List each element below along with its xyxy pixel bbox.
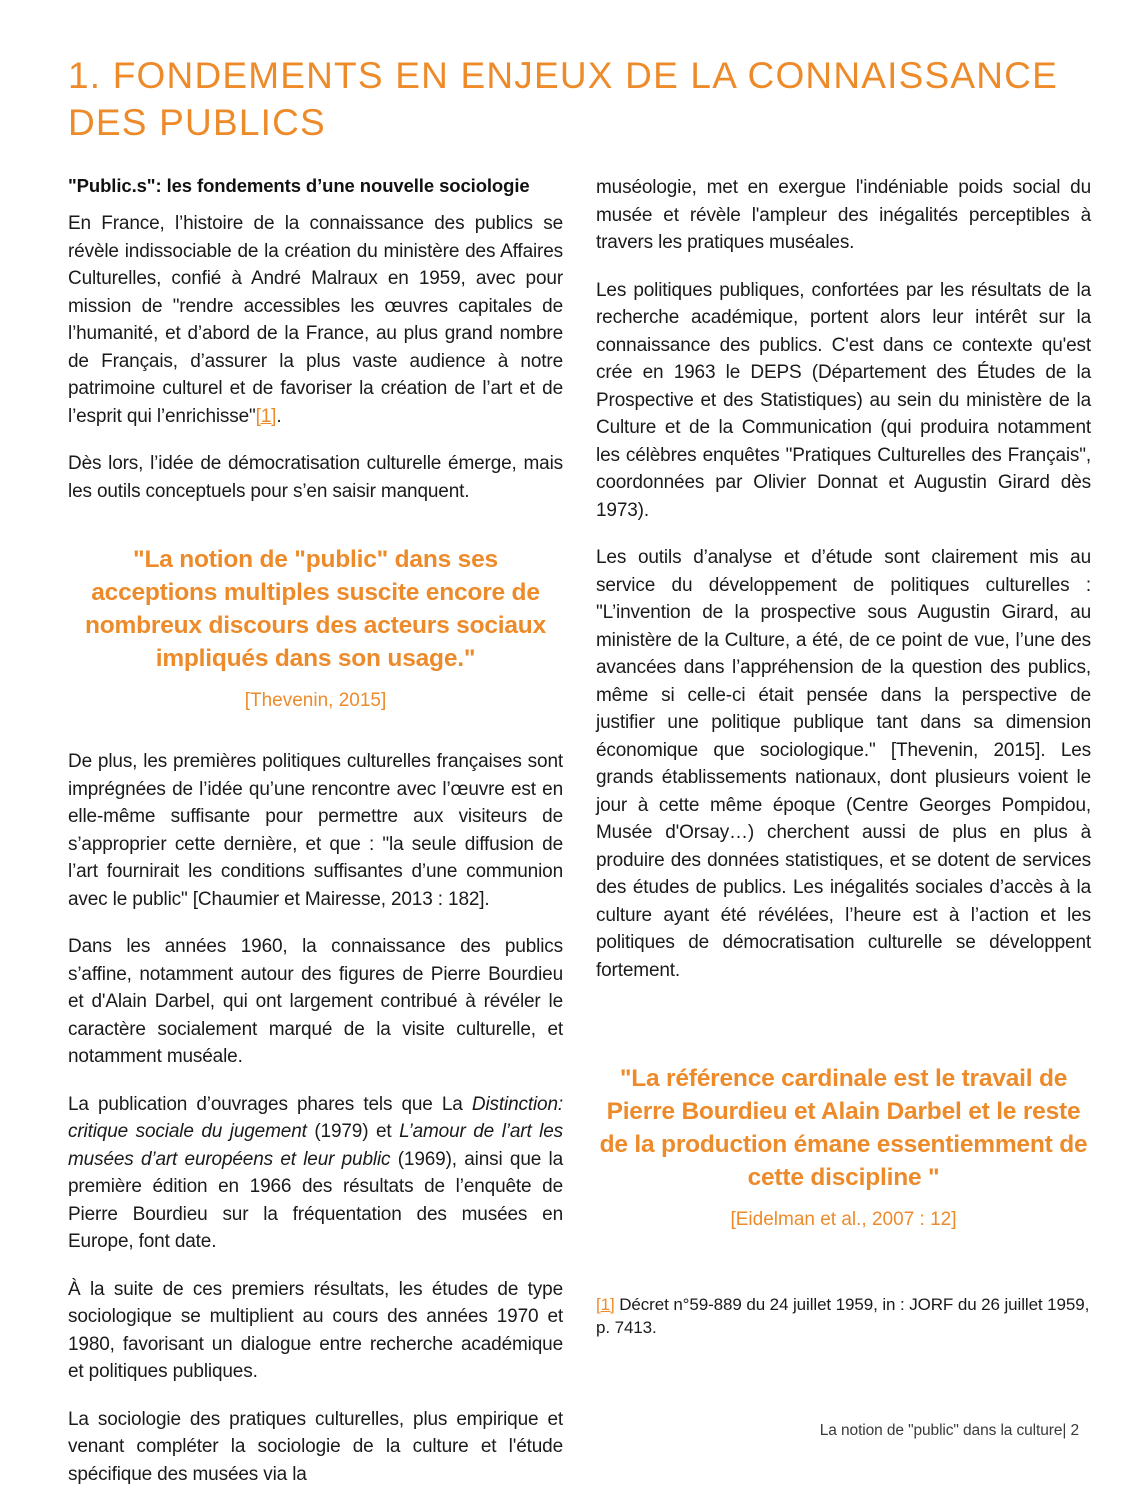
pullquote-source: [Thevenin, 2015] [72,688,559,714]
paragraph-right-3: Les outils d’analyse et d’étude sont clairement mis au service du développement de politiques culturelles : "L’invention de la prospective sous Augustin Girard, au ministère de la Culture, a été, de ce point de vue, l’une des avancées dans l’appréhension de la question des publics, même si celle-ci était pensée dans la perspective de justifier une politique publique tant dans sa dimension économique que sociologique." [Thevenin, 2015]. Les grands établissements nationaux, dont plusieurs voient le jour à cette même époque (Centre Georges Pompidou, Musée d'Orsay…) cherchent aussi de plus en plus à produire des données statistiques, et se dotent de services des études de publics. Les inégalités sociales d’accès à la culture ayant été révélées, l’heure est à l’action et les politiques de démocratisation culturelle se développent fortement. [596,544,1091,984]
section-subheading: "Public.s": les fondements d’une nouvelle sociologie [68,174,563,198]
footnote-reference-link[interactable]: [1] [256,406,277,427]
book-title-la-distinction: Distinction: critique sociale du jugement [68,1094,563,1143]
paragraph-left-5-part1: La publication d’ouvrages phares tels que La [68,1094,472,1115]
paragraph-left-1-tail: . [276,406,281,427]
footnote [596,1293,1091,1339]
paragraph-left-5-part2: (1979) et [307,1121,399,1142]
paragraph-left-4: Dans les années 1960, la connaissance des publics s’affine, notamment autour des figures de Pierre Bourdieu et d'Alain Darbel, qui ont largement contribué à révéler le caractère socialement marqué de la visite culturelle, et notamment muséale. [68,933,563,1071]
pullquote-eidelman [596,1062,1091,1233]
paragraph-left-5-part3: (1969), ainsi que la première édition en 1966 des résultats de l’enquête de Pierre Bourdieu sur la fréquentation des musées en Europe, font date. [68,1149,563,1253]
right-column [596,174,1091,1339]
paragraph-left-1-text: En France, l’histoire de la connaissance des publics se révèle indissociable de la création du ministère des Affaires Culturelles, confié à André Malraux en 1959, avec pour mission de "rendre accessibles les œuvres capitales de l’humanité, et d’abord de la France, au plus grand nombre de Français, d’assurer la plus vaste audience à notre patrimoine culturel et de favoriser la création de l’art et de l’esprit qui l’enrichisse" [68,213,563,427]
paragraph-left-1 [68,210,563,430]
paragraph-left-6: À la suite de ces premiers résultats, les études de type sociologique se multiplient au cours des années 1970 et 1980, favorisant un dialogue entre recherche académique et politiques publiques. [68,1276,563,1386]
left-column [68,174,563,1488]
pullquote-text: "La référence cardinale est le travail de Pierre Bourdieu et Alain Darbel et le reste de la production émane essentiemment de cette discipline " [598,1062,1089,1194]
paragraph-left-5 [68,1091,563,1256]
pullquote-source: [Eidelman et al., 2007 : 12] [598,1207,1089,1233]
paragraph-right-1: muséologie, met en exergue l'indéniable poids social du musée et révèle l'ampleur des inégalités perceptibles à travers les pratiques muséales. [596,174,1091,257]
pullquote-thevenin [68,543,563,714]
footnote-marker[interactable]: [1] [596,1295,615,1314]
paragraph-left-3: De plus, les premières politiques culturelles françaises sont imprégnées de l’idée qu’une rencontre avec l’œuvre est en elle-même suffisante pour permettre aux visiteurs de s’approprier cette dernière, et que : "la seule diffusion de l’art fournirait les conditions suffisantes d’une communion avec le public" [Chaumier et Mairesse, 2013 : 182]. [68,748,563,913]
two-column-body [68,174,1079,1488]
footnote-text: Décret n°59-889 du 24 juillet 1959, in : JORF du 26 juillet 1959, p. 7413. [596,1295,1089,1337]
paragraph-right-2: Les politiques publiques, confortées par les résultats de la recherche académique, portent alors leur intérêt sur la connaissance des publics. C'est dans ce contexte qu'est crée en 1963 le DEPS (Département des Études de la Prospective et des Statistiques) au sein du ministère de la Culture et de la Communication (qui produira notamment les célèbres enquêtes "Pratiques Culturelles des Français", coordonnées par Olivier Donnat et Augustin Girard dès 1973). [596,277,1091,525]
paragraph-left-7: La sociologie des pratiques culturelles, plus empirique et venant compléter la sociologie de la culture et l'étude spécifique des musées via la [68,1406,563,1488]
paragraph-left-2: Dès lors, l’idée de démocratisation culturelle émerge, mais les outils conceptuels pour s’en saisir manquent. [68,450,563,505]
page-footer: La notion de "public" dans la culture| 2 [820,1422,1079,1440]
page-title: 1. FONDEMENTS EN ENJEUX DE LA CONNAISSANCE DES PUBLICS [68,52,1078,146]
book-title-lamour-de-lart: L’amour de l’art les musées d’art européens et leur public [68,1121,563,1170]
pullquote-text: "La notion de "public" dans ses acceptions multiples suscite encore de nombreux discours des acteurs sociaux impliqués dans son usage." [72,543,559,675]
